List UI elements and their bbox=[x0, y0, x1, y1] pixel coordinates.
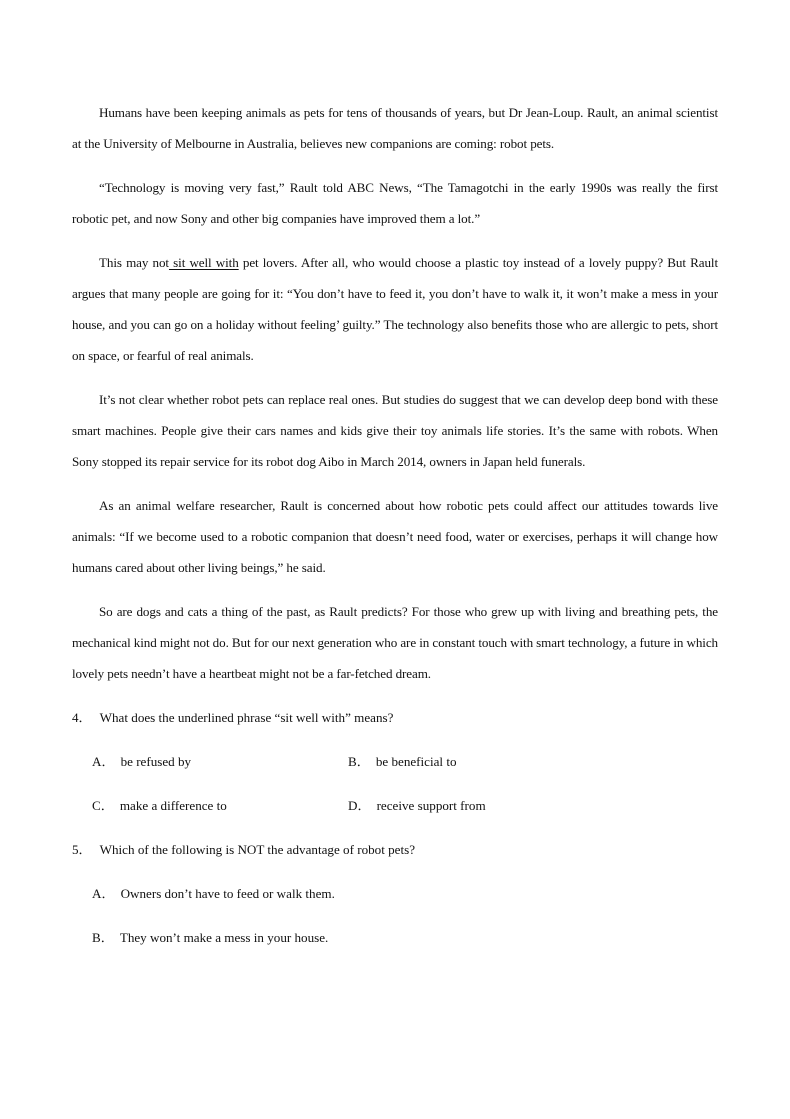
option-letter: B． bbox=[348, 754, 370, 769]
option-text: Owners don’t have to feed or walk them. bbox=[120, 886, 335, 901]
option-letter: A． bbox=[92, 754, 115, 769]
question-4-options-row-1 bbox=[72, 746, 718, 777]
paragraph-5: As an animal welfare researcher, Rault is concerned about how robotic pets could affect our attitudes towards live animals: “If we become used to a robotic companion that doesn’t need food, water or exercises, perhaps it will change how humans cared about other living beings,” he said. bbox=[72, 498, 718, 575]
paragraph-1: Humans have been keeping animals as pets for tens of thousands of years, but Dr Jean-Loup. Rault, an animal scientist at the University of Melbourne in Australia, believes new companions are coming: robot pets. bbox=[72, 105, 718, 151]
underlined-phrase: sit well with bbox=[168, 255, 239, 270]
paragraph-3-rest: pet lovers. After all, who would choose a plastic toy instead of a lovely puppy? But Rault argues that many people are going for it: “You don’t have to feed it, you don’t have to walk it, it won’t make a mess in your house, and you can go on a holiday without feeling’ guilty.” The technology also benefits those who are allergic to pets, short on space, or fearful of real animals. bbox=[72, 255, 718, 363]
option-letter: D． bbox=[348, 798, 371, 813]
paragraph-4: It’s not clear whether robot pets can replace real ones. But studies do suggest that we can develop deep bond with these smart machines. People give their cars names and kids give their toy animals life stories. It’s the same with robots. When Sony stopped its repair service for its robot dog Aibo in March 2014, owners in Japan held funerals. bbox=[72, 392, 718, 469]
question-4 bbox=[72, 702, 718, 733]
paragraph-6: So are dogs and cats a thing of the past, as Rault predicts? For those who grew up with living and breathing pets, the mechanical kind might not do. But for our next generation who are in constant touch with smart technology, a future in which lovely pets needn’t have a heartbeat might not be a far-fetched dream. bbox=[72, 604, 719, 681]
question-4-option-b[interactable] bbox=[348, 746, 604, 777]
question-5-number: 5． bbox=[72, 842, 92, 857]
question-4-option-a[interactable] bbox=[92, 746, 348, 777]
option-letter: B． bbox=[92, 930, 114, 945]
option-letter: C． bbox=[92, 798, 114, 813]
option-text: be beneficial to bbox=[375, 754, 457, 769]
paragraph-2: “Technology is moving very fast,” Rault told ABC News, “The Tamagotchi in the early 1990s was really the first robotic pet, and now Sony and other big companies have improved them a lot.” bbox=[72, 180, 718, 226]
question-4-text: What does the underlined phrase “sit well with” means? bbox=[99, 710, 394, 725]
question-5-text: Which of the following is NOT the advantage of robot pets? bbox=[99, 842, 416, 857]
document-content bbox=[72, 97, 718, 966]
option-letter: A． bbox=[92, 886, 115, 901]
question-5-option-a[interactable] bbox=[72, 878, 718, 909]
option-text: make a difference to bbox=[119, 798, 227, 813]
option-text: They won’t make a mess in your house. bbox=[119, 930, 329, 945]
question-4-option-c[interactable] bbox=[92, 790, 348, 821]
question-5-option-b[interactable] bbox=[72, 922, 718, 953]
option-text: receive support from bbox=[376, 798, 486, 813]
question-5 bbox=[72, 834, 718, 865]
question-4-options-row-2 bbox=[72, 790, 718, 821]
option-text: be refused by bbox=[120, 754, 192, 769]
question-4-number: 4． bbox=[72, 710, 92, 725]
paragraph-3-start: This may not bbox=[99, 255, 169, 270]
question-4-option-d[interactable] bbox=[348, 790, 604, 821]
paragraph-3 bbox=[72, 247, 718, 371]
